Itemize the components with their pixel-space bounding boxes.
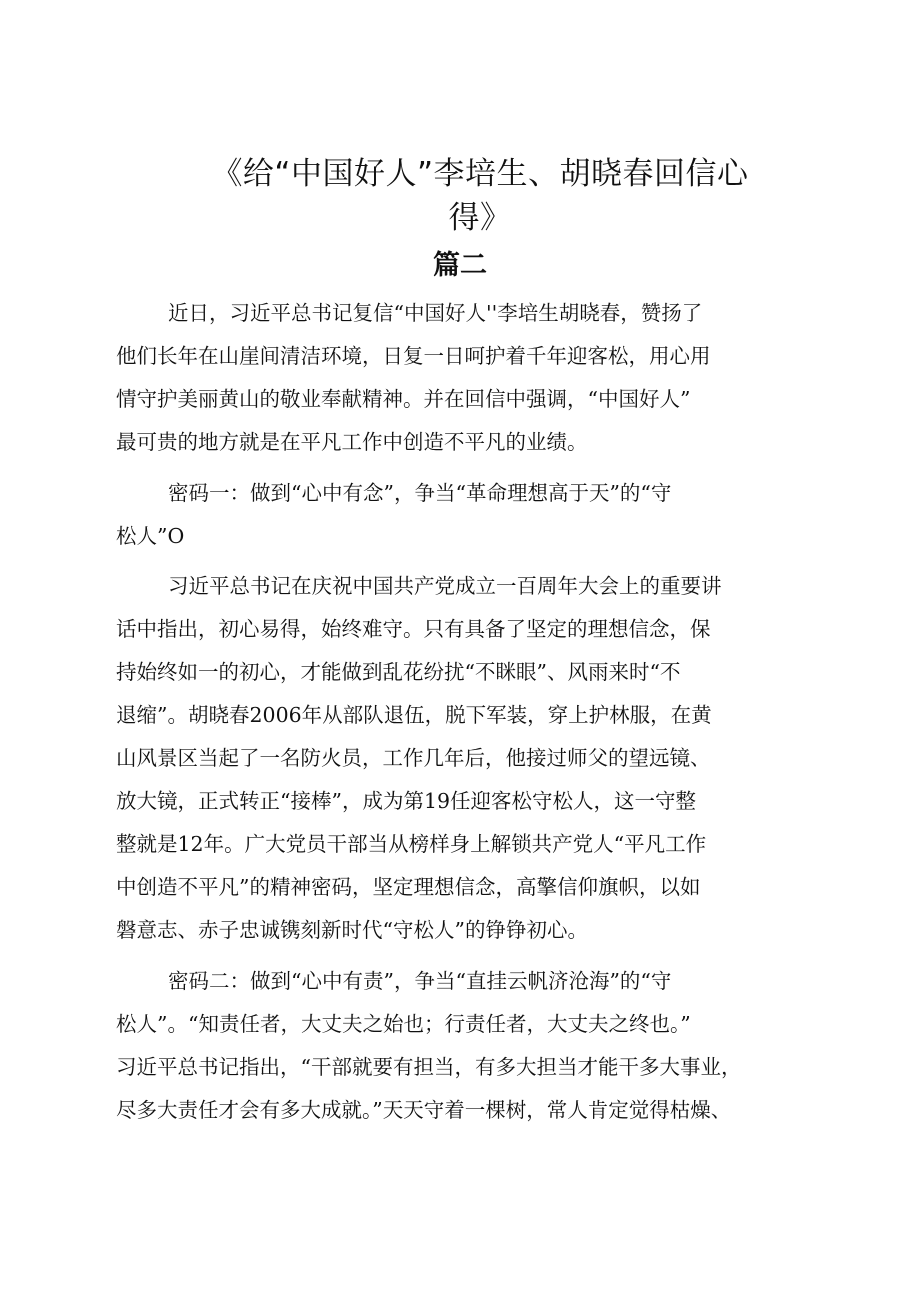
body-line: 他们长年在山崖间清洁环境，日复一日呵护着千年迎客松，用心用 <box>116 344 711 368</box>
body-line: 习近平总书记指出，“干部就要有担当，有多大担当才能干多大事业， <box>116 1055 742 1079</box>
document-title-line-1: 《给“中国好人”李培生、胡晓春回信心 <box>211 156 749 192</box>
body-line: 山风景区当起了一名防火员，工作几年后，他接过师父的望远镜、 <box>116 746 711 770</box>
body-line: 尽多大责任才会有多大成就。”天天守着一棵树，常人肯定觉得枯燥、 <box>116 1098 732 1122</box>
body-line: 习近平总书记在庆祝中国共产党成立一百周年大会上的重要讲 <box>168 574 722 598</box>
body-line: 退缩”。胡晓春2006年从部队退伍，脱下军装，穿上护林服，在黄 <box>116 703 712 727</box>
body-line: 持始终如一的初心，才能做到乱花纷扰“不眯眼”、风雨来时“不 <box>116 660 681 684</box>
body-line: 松人”O <box>116 524 185 548</box>
body-line: 磐意志、赤子忠诚镌刻新时代“守松人”的铮铮初心。 <box>116 918 588 942</box>
body-line: 密码二：做到“心中有责”，争当“直挂云帆济沧海”的“守 <box>168 969 672 993</box>
body-line: 情守护美丽黄山的敬业奉献精神。并在回信中强调，“中国好人” <box>116 387 691 411</box>
body-line: 密码一：做到“心中有念”，争当“革命理想高于天”的“守 <box>168 481 672 505</box>
body-line: 近日，习近平总书记复信“中国好人''李培生胡晓春，赞扬了 <box>168 301 703 325</box>
body-line: 放大镜，正式转正“接棒”，成为第19任迎客松守松人，这一守整 <box>116 789 697 813</box>
body-line: 中创造不平凡”的精神密码，坚定理想信念，高擎信仰旗帜，以如 <box>116 875 701 899</box>
document-subtitle: 篇二 <box>433 250 487 281</box>
document-title-line-2: 得》 <box>448 200 512 236</box>
body-line: 最可贵的地方就是在平凡工作中创造不平凡的业绩。 <box>116 430 588 454</box>
body-line: 松人”。“知责任者，大丈夫之始也；行责任者，大丈夫之终也。” <box>116 1012 691 1036</box>
body-line: 整就是12年。广大党员干部当从榜样身上解锁共产党人“平凡工作 <box>116 832 707 856</box>
body-line: 话中指出，初心易得，始终难守。只有具备了坚定的理想信念，保 <box>116 617 711 641</box>
